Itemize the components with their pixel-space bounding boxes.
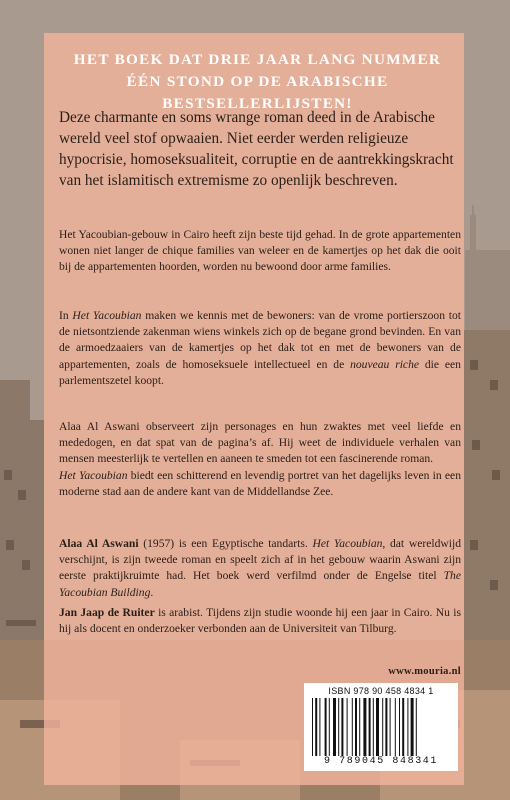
barcode-bar	[369, 698, 371, 756]
synopsis-paragraph-1: Het Yacoubian-gebouw in Cairo heeft zijn beste tijd gehad. In de grote appartementen wonen niet langer de chique families van weleer en de kamertjes op het dak die ooit bij de appartementen hoorden, worden nu bewoond door arme families.	[59, 228, 461, 274]
text-span: In	[59, 309, 73, 322]
barcode-image	[312, 698, 450, 756]
text-span: (1957) is een Egyptische tandarts.	[138, 537, 313, 550]
barcode-bar	[416, 698, 417, 756]
barcode-bar	[399, 698, 400, 756]
ean-number: 9 789045 848341	[323, 756, 438, 767]
barcode-bar	[352, 698, 353, 756]
text-span: , dat wereldwijd verschijnt, is zijn tweede roman en speelt zich af in het gebouw waarin Aswani zijn eerste praktijkruimte had. Het boek werd verfilmd onder de Engelse titel	[59, 537, 461, 583]
text-span: Alaa Al Aswani observeert zijn personages en hun zwaktes met veel liefde en mededogen, en dat spat van de pagina’s af. Hij weet de individuele verhalen van mensen meesterlijk te vertellen en aaneen te smeden tot een fascinerende roman.	[59, 420, 461, 466]
barcode-bar	[385, 698, 387, 756]
film-title: The Yacoubian Building	[59, 569, 461, 599]
barcode-bar	[341, 698, 343, 756]
text-span: biedt een schitterend en levendig portret van het dagelijks leven in een moderne stad aan de andere kant van de Middellandse Zee.	[59, 468, 461, 498]
isbn-number: ISBN 978 90 458 4834 1	[328, 686, 434, 696]
synopsis-paragraph-2	[59, 308, 461, 389]
publisher-url: www.mouria.nl	[388, 666, 461, 677]
barcode-bar	[325, 698, 327, 756]
author-name: Alaa Al Aswani	[59, 537, 139, 550]
barcode-bar	[382, 698, 383, 756]
barcode-bar	[338, 698, 339, 756]
barcode-bar	[411, 698, 414, 756]
barcode-bar	[376, 698, 379, 756]
text-span: die een parlementszetel koopt.	[59, 357, 461, 387]
barcode-block	[304, 683, 458, 771]
lead-paragraph: Deze charmante en soms wrange roman deed in de Arabische wereld veel stof opwaaien. Niet eerder werden religieuze hypocrisie, homoseksualiteit, corruptie en de aantrekkingskracht van het islamitisch extremisme zo openlijk beschreven.	[59, 109, 454, 189]
book-title: Het Yacoubian	[312, 537, 383, 550]
barcode-bar	[390, 698, 391, 756]
barcode-bar	[407, 698, 408, 756]
barcode-bar	[373, 698, 374, 756]
barcode-bar	[312, 698, 313, 756]
barcode-bar	[359, 698, 360, 756]
book-title: Het Yacoubian	[72, 309, 142, 322]
barcode-bar	[402, 698, 404, 756]
headline: HET BOEK DAT DRIE JAAR LANG NUMMER ÉÉN STOND OP DE ARABISCHE BESTSELLERLIJSTEN!	[73, 51, 442, 112]
synopsis-paragraph-3	[59, 419, 461, 500]
text-span: is arabist. Tijdens zijn studie woonde hij een jaar in Cairo. Nu is hij als docent en onderzoeker verbonden aan de Universiteit van Tilburg.	[59, 606, 461, 636]
barcode-bar	[315, 698, 317, 756]
barcode-bar	[347, 698, 348, 756]
nouveau-riche-term: nouveau riche	[350, 357, 420, 371]
barcode-bar	[395, 698, 396, 756]
text-span: maken we kennis met de bewoners: van de vrome portierszoon tot de nietsontziende zakenman wiens winkels zich op de begane grond bevinden. En van de armoedzaaiers van de kamertjes op het dak tot en met de bewoners van de appartementen, zoals de homoseksuele intellectueel en de	[59, 309, 462, 371]
book-title: Het Yacoubian	[59, 468, 128, 482]
barcode-bar	[319, 698, 320, 756]
barcode-bar	[363, 698, 366, 756]
author-bio	[59, 536, 461, 601]
translator-bio	[59, 605, 461, 637]
text-span: .	[150, 585, 154, 599]
barcode-bar	[329, 698, 330, 756]
barcode-bar	[355, 698, 357, 756]
translator-name: Jan Jaap de Ruiter	[59, 606, 155, 619]
barcode-bar	[333, 698, 336, 756]
